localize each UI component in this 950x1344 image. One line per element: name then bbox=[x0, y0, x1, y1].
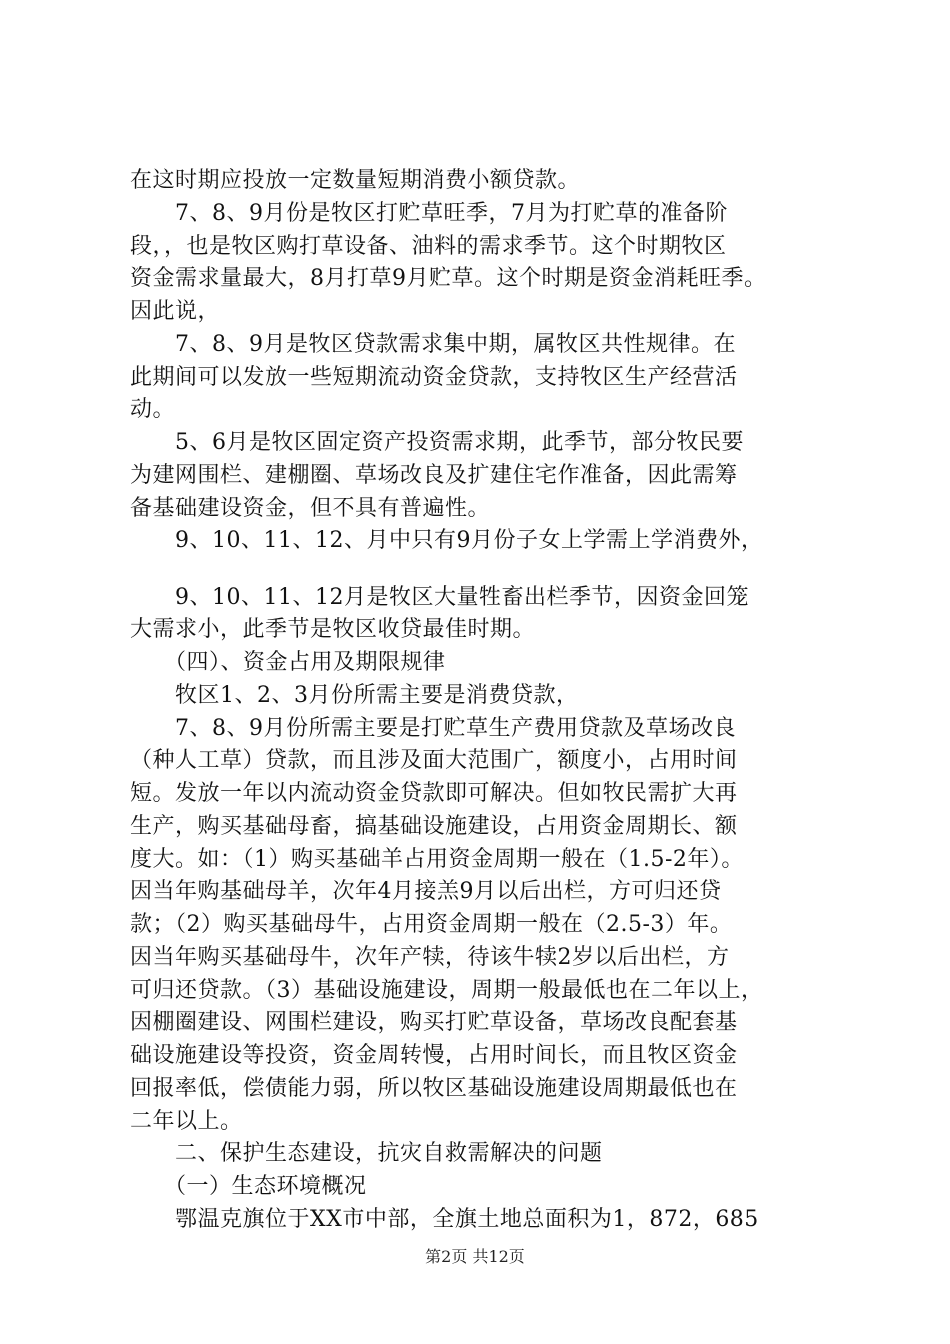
text-line: 生产，购买基础母畜，搞基础设施建设，占用资金周期长、额 bbox=[130, 813, 738, 839]
text-line: 二年以上。 bbox=[130, 1108, 243, 1134]
text-line: 备基础建设资金，但不具有普遍性。 bbox=[130, 495, 491, 521]
text-line: 因棚圈建设、网围栏建设，购买打贮草设备，草场改良配套基 bbox=[130, 1010, 738, 1036]
text-line: 回报率低，偿债能力弱，所以牧区基础设施建设周期最低也在 bbox=[130, 1075, 738, 1101]
text-line: 在这时期应投放一定数量短期消费小额贷款。 bbox=[130, 168, 581, 193]
text-line: 础设施建设等投资，资金周转慢，占用时间长，而且牧区资金 bbox=[130, 1043, 738, 1069]
text-line: 因当年购买基础母牛，次年产犊，待该牛犊2岁以后出栏，方 bbox=[130, 944, 730, 970]
text-line: 鄂温克旗位于XX市中部，全旗土地总面积为1，872，685 bbox=[130, 1207, 759, 1232]
text-line: 因当年购基础母羊，次年4月接羔9月以后出栏，方可归还贷 bbox=[130, 879, 722, 905]
text-line: 9、10、11、12月是牧区大量牲畜出栏季节，因资金回笼 bbox=[130, 584, 749, 610]
text-line: 7、8、9月份所需主要是打贮草生产费用贷款及草场改良 bbox=[130, 715, 736, 741]
text-line: 短。发放一年以内流动资金贷款即可解决。但如牧民需扩大再 bbox=[130, 781, 738, 807]
text-line: 7、8、9月是牧区贷款需求集中期，属牧区共性规律。在 bbox=[130, 331, 736, 357]
text-line: 为建网围栏、建棚圈、草场改良及扩建住宅作准备，因此需筹 bbox=[130, 462, 738, 488]
page-footer: 第2页 共12页 bbox=[425, 1247, 525, 1266]
text-line: 动。 bbox=[130, 397, 176, 423]
text-line: 资金需求量最大，8月打草9月贮草。这个时期是资金消耗旺季。 bbox=[130, 266, 767, 292]
text-line: 段，，也是牧区购打草设备、油料的需求季节。这个时期牧区 bbox=[130, 233, 727, 259]
text-line: 可归还贷款。（3）基础设施建设，周期一般最低也在二年以上， bbox=[130, 977, 764, 1003]
text-line: 此期间可以发放一些短期流动资金贷款，支持牧区生产经营活 bbox=[130, 364, 738, 390]
text-line: （四）、资金占用及期限规律 bbox=[130, 650, 446, 676]
text-line: 度大。如：（1）购买基础羊占用资金周期一般在（1.5-2年）。 bbox=[130, 846, 744, 872]
text-line: 9、10、11、12、月中只有9月份子女上学需上学消费外， bbox=[130, 528, 764, 554]
text-line: 大需求小，此季节是牧区收贷最佳时期。 bbox=[130, 617, 536, 643]
text-line: 5、6月是牧区固定资产投资需求期，此季节，部分牧民要 bbox=[130, 430, 744, 456]
text-line: 7、8、9月份是牧区打贮草旺季，7月为打贮草的准备阶 bbox=[130, 200, 728, 226]
text-line: （种人工草）贷款，而且涉及面大范围广，额度小，占用时间 bbox=[130, 748, 738, 774]
text-line: 二、保护生态建设，抗灾自救需解决的问题 bbox=[130, 1141, 603, 1167]
text-line: 款；（2）购买基础母牛，占用资金周期一般在（2.5-3）年。 bbox=[130, 912, 733, 938]
text-line: （一）生态环境概况 bbox=[130, 1174, 367, 1200]
text-line: 牧区1、2、3月份所需主要是消费贷款， bbox=[130, 682, 579, 708]
text-line: 因此说， bbox=[130, 299, 221, 324]
